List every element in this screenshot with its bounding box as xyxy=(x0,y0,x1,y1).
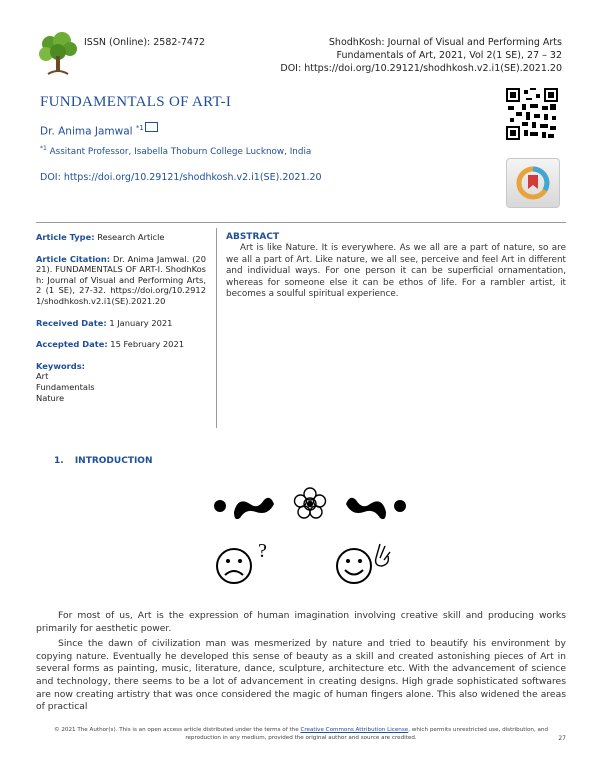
article-title: FUNDAMENTALS OF ART-I xyxy=(40,94,232,110)
ornament-divider-icon xyxy=(212,484,408,528)
article-type-label: Article Type: xyxy=(36,232,95,242)
keyword-item: Art xyxy=(36,371,49,382)
body-paragraph: Since the dawn of civilization man was mesmerized by nature and tried to beautify his environment by copying nature. Eventually he developed this sense of beauty as a skill and created astonishing pieces of Art in several forms as painting, music, literature, dance, sculpture, architecture etc. With the advancement of science and technology, there seems to be a lot of advancement in creating designs. High grade sophisticated softwares are now creating artistry that was once considered the magic of human fingers alone. This also widened the areas of practical xyxy=(36,638,566,713)
affiliation-text: Assitant Professor, Isabella Thoburn College Lucknow, India xyxy=(49,146,312,157)
affiliation xyxy=(40,145,311,157)
received-label: Received Date: xyxy=(36,317,107,328)
keywords-label: Keywords: xyxy=(36,360,85,371)
crossmark-icon xyxy=(507,159,559,207)
license-footer xyxy=(36,727,566,742)
issn-text: ISSN (Online): 2582-7472 xyxy=(84,37,206,48)
section-heading xyxy=(54,456,152,466)
received-value: 1 January 2021 xyxy=(109,317,173,328)
footer-text-before: © 2021 The Author(s). This is an open access article distributed under the terms of the xyxy=(53,727,301,733)
journal-logo-tree-icon xyxy=(34,30,82,78)
keyword-item: Fundamentals xyxy=(36,381,95,392)
journal-doi[interactable]: DOI: https://doi.org/10.29121/shodhkosh.v2.i1(SE).2021.20 xyxy=(280,63,562,74)
journal-volume: Fundamentals of Art, 2021, Vol 2(1 SE), 27 – 32 xyxy=(336,50,562,61)
abstract-heading: ABSTRACT xyxy=(226,232,280,242)
accepted-value: 15 February 2021 xyxy=(110,339,185,350)
email-icon[interactable] xyxy=(145,122,158,132)
accepted-label: Accepted Date: xyxy=(36,339,108,350)
abstract-text: Art is like Nature. It is everywhere. As we all are a part of nature, so are we all a part of Art. Like nature, we all see, perceive and feel Art in different and individual ways. For one person it can be superficial ornamentation, whereas for someone else it can be ethos of life. For a rambler artist, it becomes a soulful spiritual experience. xyxy=(226,243,566,300)
top-divider xyxy=(36,222,566,223)
footer-text-after: , which permits unrestricted use, distribution, and reproduction in any medium, provided the original author and source are credited. xyxy=(185,727,549,741)
journal-header xyxy=(280,36,562,75)
citation-label: Article Citation: xyxy=(36,253,111,264)
accepted-date xyxy=(36,339,206,350)
page-number: 27 xyxy=(558,735,566,742)
body-paragraph: For most of us, Art is the expression of human imagination involving creative skill and producing works primarily for aesthetic power. xyxy=(36,610,566,634)
section-number: 1. xyxy=(54,456,64,466)
article-doi[interactable]: DOI: https://doi.org/10.29121/shodhkosh.v2.i1(SE).2021.20 xyxy=(40,172,322,183)
body-text xyxy=(36,610,566,717)
article-type xyxy=(36,232,206,243)
author-superscript: *1 xyxy=(135,124,144,132)
journal-name: ShodhKosh: Journal of Visual and Performing Arts xyxy=(328,37,562,48)
keywords xyxy=(36,361,206,403)
question-mark: ? xyxy=(258,540,267,562)
crossmark-button[interactable] xyxy=(506,158,560,208)
abstract xyxy=(226,232,566,300)
faces-illustration xyxy=(212,540,408,588)
author-line xyxy=(40,124,158,138)
section-title: INTRODUCTION xyxy=(74,456,153,466)
keyword-item: Nature xyxy=(36,392,65,403)
license-link[interactable]: Creative Commons Attribution License xyxy=(300,727,409,733)
smiling-face-icon xyxy=(332,540,402,588)
article-citation xyxy=(36,254,206,307)
article-info-sidebar xyxy=(36,232,206,403)
qr-code-icon xyxy=(506,88,558,140)
frowning-face-icon xyxy=(212,540,282,588)
author-name: Dr. Anima Jamwal xyxy=(40,125,133,138)
column-divider xyxy=(216,228,217,428)
affiliation-superscript: *1 xyxy=(40,145,47,152)
received-date xyxy=(36,318,206,329)
citation-value: Dr. Anima Jamwal. (2021). FUNDAMENTALS OF ART-I. ShodhKosh: Journal of Visual and Performing Arts, 2 (1 SE), 27-32. https://doi.org/10.29121/shodhkosh.v2.i1(SE).2021.20 xyxy=(36,253,206,306)
article-type-value: Research Article xyxy=(97,232,165,242)
